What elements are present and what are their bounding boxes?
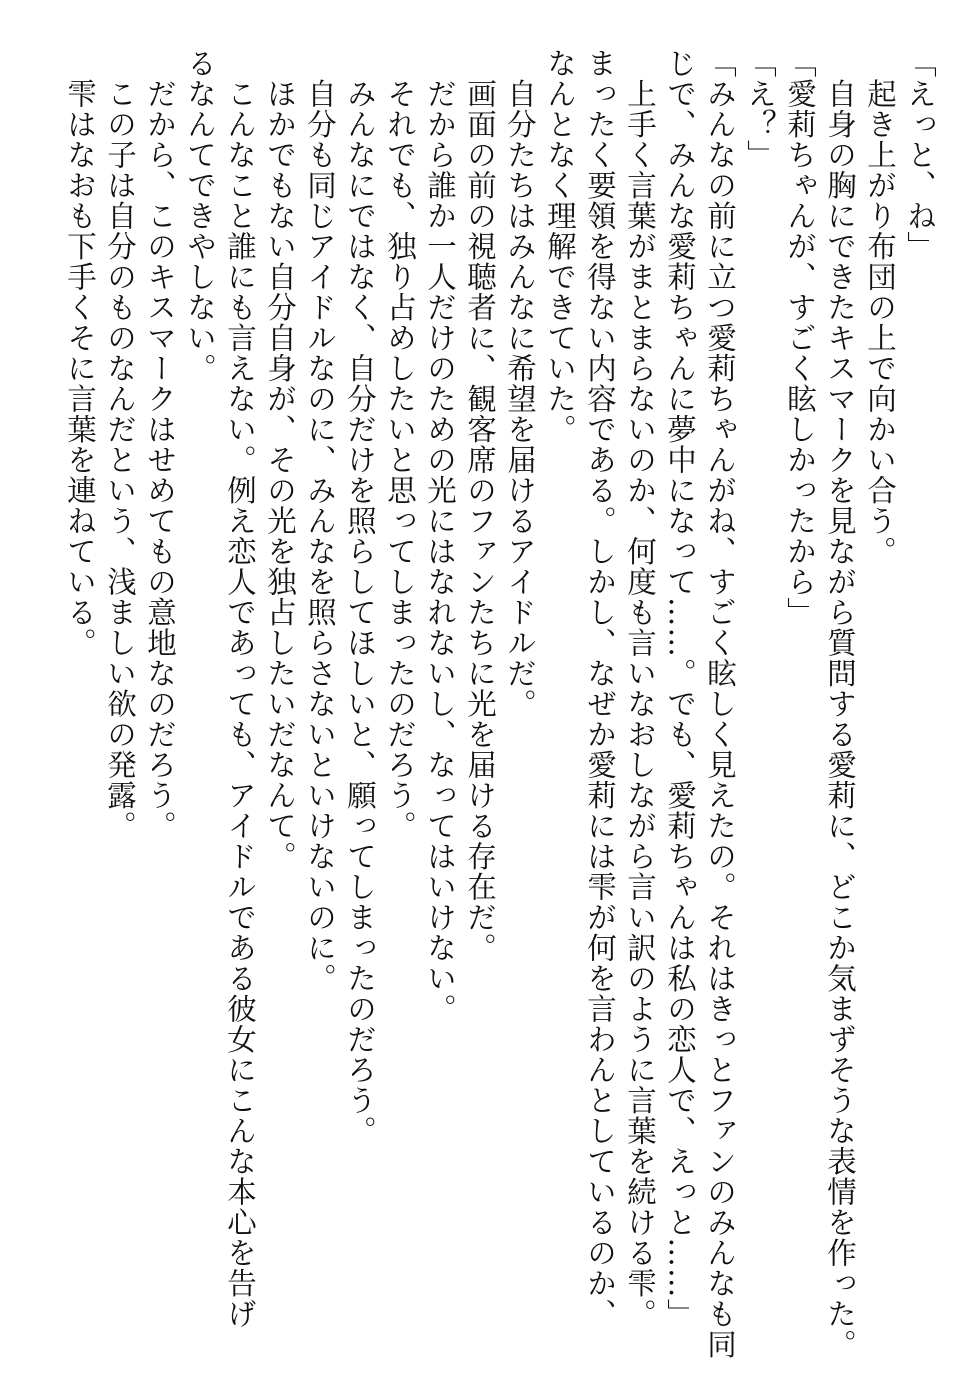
text-line: るなんてできやしない。 xyxy=(183,48,217,384)
text-line: 「え？」 xyxy=(743,48,777,170)
text-line: それでも、独り占めしたいと思ってしまったのだろう。 xyxy=(383,48,417,841)
text-line: こんなこと誰にも言えない。例え恋人であっても、アイドルである彼女にこんな本心を告げ xyxy=(223,48,257,1329)
text-line: 「みんなの前に立つ愛莉ちゃんがね、すごく眩しく見えたの。それはきっとファンのみんなも同 xyxy=(703,48,737,1360)
text-line: なんとなく理解できていた。 xyxy=(543,48,577,445)
text-line: ほかでもない自分自身が、その光を独占したいだなんて。 xyxy=(263,48,297,872)
text-line: 自身の胸にできたキスマークを見ながら質問する愛莉に、どこか気まずそうな表情を作った。 xyxy=(823,48,857,1360)
text-line: 自分も同じアイドルなのに、みんなを照らさないといけないのに。 xyxy=(303,48,337,994)
text-line: だから、このキスマークはせめてもの意地なのだろう。 xyxy=(143,48,177,841)
text-line: 雫はなおも下手くそに言葉を連ねている。 xyxy=(63,48,97,658)
text-line: 起き上がり布団の上で向かい合う。 xyxy=(863,48,897,567)
vertical-text-body xyxy=(30,48,940,1368)
text-line: じで、みんな愛莉ちゃんに夢中になって……。でも、愛莉ちゃんは私の恋人で、えっと……」 xyxy=(663,48,697,1329)
text-line: まったく要領を得ない内容である。しかし、なぜか愛莉には雫が何を言わんとしているのか、 xyxy=(583,48,617,1329)
text-line: 「愛莉ちゃんが、すごく眩しかったから」 xyxy=(783,48,817,628)
text-line: みんなにではなく、自分だけを照らしてほしいと、願ってしまったのだろう。 xyxy=(343,48,377,1146)
text-line: だから誰か一人だけのための光にはなれないし、なってはいけない。 xyxy=(423,48,457,1024)
text-line: この子は自分のものなんだという、浅ましい欲の発露。 xyxy=(103,48,137,841)
text-line: 自分たちはみんなに希望を届けるアイドルだ。 xyxy=(503,48,537,719)
text-line: 「えっと、ね」 xyxy=(903,48,937,262)
text-line: 画面の前の視聴者に、観客席のファンたちに光を届ける存在だ。 xyxy=(463,48,497,963)
text-line: 上手く言葉がまとまらないのか、何度も言いなおしながら言い訳のように言葉を続ける雫。 xyxy=(623,48,657,1329)
